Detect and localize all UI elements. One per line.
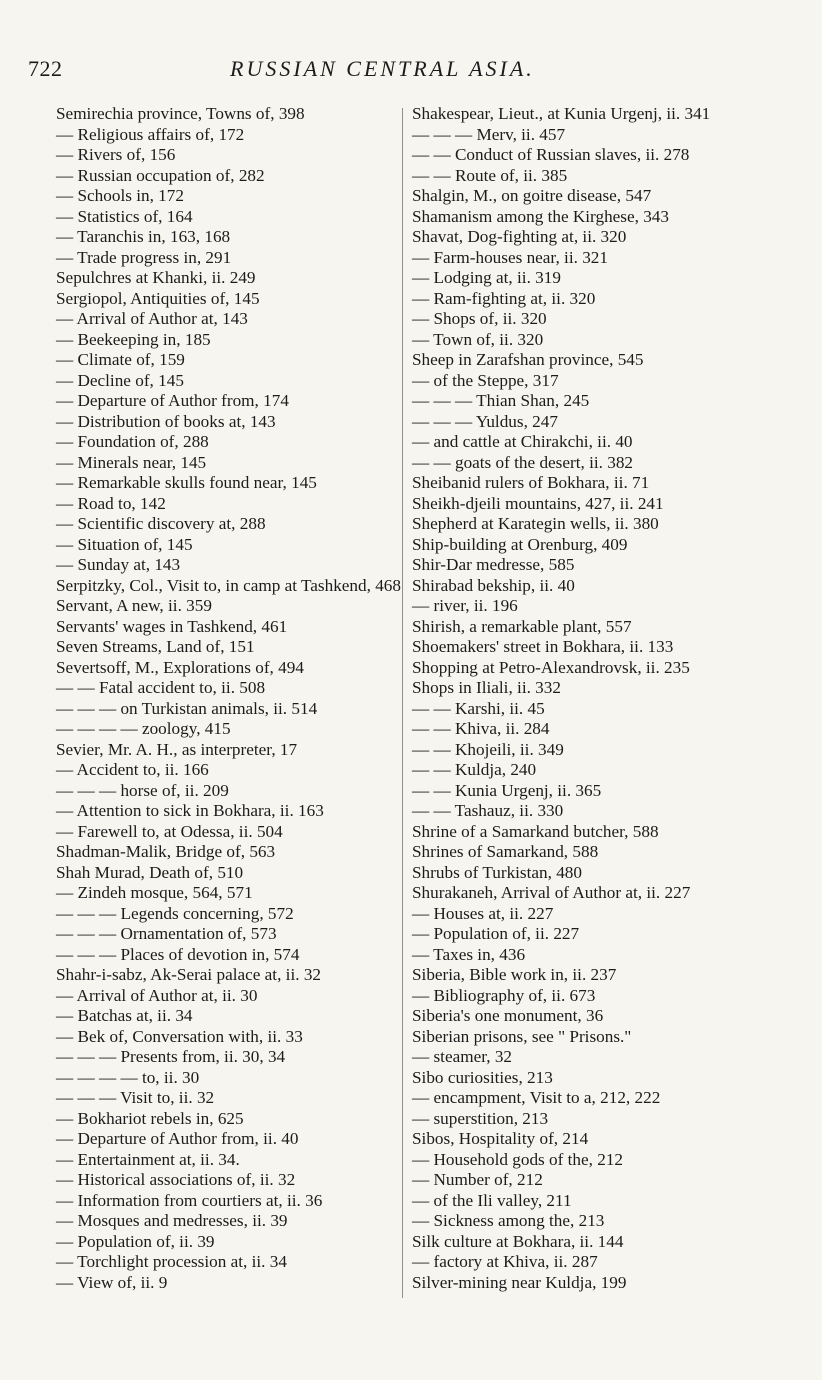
index-entry: — Household gods of the, 212 (412, 1149, 624, 1169)
index-entry: Servants' wages in Tashkend, 461 (56, 616, 288, 636)
index-entry: Servant, A new, ii. 359 (56, 596, 212, 615)
index-entry: Shir-Dar medresse, 585 (412, 555, 575, 574)
index-entry: — — goats of the desert, ii. 382 (412, 452, 634, 472)
index-entry: — Departure of Author from, ii. 40 (56, 1129, 299, 1148)
index-entry: — encampment, Visit to a, 212, 222 (412, 1088, 661, 1107)
index-entry: Shrine of a Samarkand butcher, 588 (412, 821, 659, 841)
index-entry: — Arrival of Author at, ii. 30 (56, 985, 258, 1005)
index-entry: — Religious affairs of, 172 (56, 124, 245, 144)
index-entry: Shalgin, M., on goitre disease, 547 (412, 186, 652, 205)
index-entry: — superstition, 213 (412, 1108, 549, 1128)
index-entry: Sibos, Hospitality of, 214 (412, 1129, 589, 1148)
index-entry: — Bek of, Conversation with, ii. 33 (56, 1026, 303, 1046)
index-entry: Shavat, Dog-fighting at, ii. 320 (412, 227, 627, 246)
index-entry: — Number of, 212 (412, 1170, 543, 1189)
index-entry: — — — — to, ii. 30 (56, 1067, 200, 1087)
index-entry: Shamanism among the Kirghese, 343 (412, 206, 669, 226)
index-entry: Shrines of Samarkand, 588 (412, 842, 599, 861)
index-entry: Seven Streams, Land of, 151 (56, 637, 255, 656)
index-entry: Shahr-i-sabz, Ak-Serai palace at, ii. 32 (56, 965, 322, 984)
index-entry: — Shops of, ii. 320 (412, 309, 547, 328)
index-entry: — river, ii. 196 (412, 596, 518, 615)
index-entry: — — Route of, ii. 385 (412, 165, 568, 185)
index-entry: — — — Yuldus, 247 (412, 411, 558, 431)
index-entry: Shirish, a remarkable plant, 557 (412, 616, 632, 636)
index-entry: — — Karshi, ii. 45 (412, 698, 545, 718)
index-entry: Shirabad bekship, ii. 40 (412, 575, 575, 595)
index-entry: — — — Legends concerning, 572 (56, 903, 294, 923)
index-entry: — — Kuldja, 240 (412, 760, 537, 779)
index-entry: — — — horse of, ii. 209 (56, 780, 229, 800)
index-entry: Shops in Iliali, ii. 332 (412, 678, 561, 697)
index-entry: Shoemakers' street in Bokhara, ii. 133 (412, 637, 674, 656)
index-entry: Siberian prisons, see " Prisons." (412, 1026, 632, 1046)
index-entry: — steamer, 32 (412, 1047, 513, 1066)
index-entry: Sevier, Mr. A. H., as interpreter, 17 (56, 739, 298, 759)
index-entry: — Accident to, ii. 166 (56, 760, 209, 779)
index-entry: — Attention to sick in Bokhara, ii. 163 (56, 801, 324, 820)
index-entry: — Distribution of books at, 143 (56, 411, 276, 431)
index-entry: — — — Merv, ii. 457 (412, 124, 566, 144)
index-entry: — — — Places of devotion in, 574 (56, 944, 300, 964)
index-entry: Semirechia province, Towns of, 398 (56, 104, 305, 123)
running-title: RUSSIAN CENTRAL ASIA. (230, 56, 535, 81)
index-entry: Shakespear, Lieut., at Kunia Urgenj, ii. 341 (412, 104, 711, 123)
index-entry: Sheep in Zarafshan province, 545 (412, 350, 644, 369)
index-entry: Silk culture at Bokhara, ii. 144 (412, 1231, 624, 1251)
index-column-right (412, 104, 772, 1293)
index-entry: Serpitzky, Col., Visit to, in camp at Tashkend, 468 (56, 575, 401, 595)
index-entry: — — — Thian Shan, 245 (412, 391, 590, 410)
index-entry: — Scientific discovery at, 288 (56, 514, 266, 533)
index-entry: Sibo curiosities, 213 (412, 1067, 553, 1087)
index-entry: — — Khiva, ii. 284 (412, 719, 550, 738)
index-entry: — Sunday at, 143 (56, 555, 181, 574)
index-entry: — and cattle at Chirakchi, ii. 40 (412, 432, 633, 451)
page-number: 722 (28, 56, 63, 81)
index-entry: — Russian occupation of, 282 (56, 165, 265, 185)
index-entry: — — — Ornamentation of, 573 (56, 924, 277, 943)
index-entry: — Houses at, ii. 227 (412, 903, 554, 923)
index-entry: — — Khojeili, ii. 349 (412, 739, 564, 759)
index-entry: — Trade progress in, 291 (56, 247, 232, 267)
index-entry: Silver-mining near Kuldja, 199 (412, 1272, 627, 1292)
index-entry: — Departure of Author from, 174 (56, 391, 289, 410)
index-entry: — Population of, ii. 227 (412, 924, 580, 943)
index-entry: — — — Presents from, ii. 30, 34 (56, 1047, 286, 1066)
index-entry: — Zindeh mosque, 564, 571 (56, 883, 253, 902)
index-entry: Siberia's one monument, 36 (412, 1006, 604, 1025)
index-entry: — Beekeeping in, 185 (56, 329, 211, 349)
index-entry: — of the Ili valley, 211 (412, 1190, 572, 1210)
index-entry: — Ram-fighting at, ii. 320 (412, 288, 596, 308)
index-entry: Shah Murad, Death of, 510 (56, 862, 244, 882)
index-entry: — Historical associations of, ii. 32 (56, 1170, 296, 1189)
index-entry: — — Tashauz, ii. 330 (412, 801, 564, 820)
index-entry: — of the Steppe, 317 (412, 370, 559, 390)
index-entry: — Bokhariot rebels in, 625 (56, 1108, 244, 1128)
index-entry: — Climate of, 159 (56, 350, 185, 369)
index-entry: Ship-building at Orenburg, 409 (412, 534, 628, 554)
index-entry: — Taranchis in, 163, 168 (56, 227, 231, 246)
index-entry: — factory at Khiva, ii. 287 (412, 1252, 598, 1271)
index-entry: — Entertainment at, ii. 34. (56, 1149, 240, 1169)
index-entry: Sheibanid rulers of Bokhara, ii. 71 (412, 473, 650, 492)
index-entry: — — — — zoology, 415 (56, 719, 231, 738)
index-entry: Siberia, Bible work in, ii. 237 (412, 965, 617, 984)
index-entry: Sergiopol, Antiquities of, 145 (56, 288, 260, 308)
index-entry: — Torchlight procession at, ii. 34 (56, 1252, 287, 1271)
page-header (0, 56, 822, 86)
index-entry: — Decline of, 145 (56, 370, 184, 390)
index-entry: Shrubs of Turkistan, 480 (412, 862, 582, 882)
index-entry: — — Conduct of Russian slaves, ii. 278 (412, 145, 690, 164)
index-entry: — Bibliography of, ii. 673 (412, 985, 596, 1005)
index-entry: — Sickness among the, 213 (412, 1211, 605, 1230)
index-entry: — Situation of, 145 (56, 534, 193, 554)
column-divider (402, 108, 403, 1298)
index-entry: — Farm-houses near, ii. 321 (412, 247, 608, 267)
index-entry: — Farewell to, at Odessa, ii. 504 (56, 821, 283, 841)
index-entry: — Minerals near, 145 (56, 452, 207, 472)
index-entry: — — — on Turkistan animals, ii. 514 (56, 698, 318, 718)
index-entry: — Information from courtiers at, ii. 36 (56, 1190, 323, 1210)
index-entry: — — Fatal accident to, ii. 508 (56, 678, 266, 697)
index-entry: — — Kunia Urgenj, ii. 365 (412, 780, 602, 800)
index-entry: — Foundation of, 288 (56, 432, 209, 451)
index-entry: Severtsoff, M., Explorations of, 494 (56, 657, 304, 677)
index-entry: Shopping at Petro-Alexandrovsk, ii. 235 (412, 657, 690, 677)
index-entry: — Road to, 142 (56, 493, 166, 513)
index-entry: — Batchas at, ii. 34 (56, 1006, 193, 1025)
index-entry: — Lodging at, ii. 319 (412, 268, 561, 287)
index-entry: — Town of, ii. 320 (412, 329, 544, 349)
index-entry: — Population of, ii. 39 (56, 1231, 215, 1251)
index-entry: Shurakaneh, Arrival of Author at, ii. 227 (412, 883, 691, 902)
index-entry: Sepulchres at Khanki, ii. 249 (56, 268, 256, 287)
index-entry: — Arrival of Author at, 143 (56, 309, 248, 328)
index-entry: — Mosques and medresses, ii. 39 (56, 1211, 288, 1230)
index-entry: — View of, ii. 9 (56, 1272, 168, 1292)
index-column-left (56, 104, 404, 1293)
index-entry: Shepherd at Karategin wells, ii. 380 (412, 514, 659, 533)
index-entry: Shadman-Malik, Bridge of, 563 (56, 842, 276, 861)
index-entry: Sheikh-djeili mountains, 427, ii. 241 (412, 493, 664, 513)
index-entry: — Schools in, 172 (56, 186, 184, 205)
index-entry: — Statistics of, 164 (56, 206, 193, 226)
index-entry: — Taxes in, 436 (412, 944, 526, 964)
index-entry: — — — Visit to, ii. 32 (56, 1088, 215, 1107)
index-entry: — Rivers of, 156 (56, 145, 176, 164)
index-entry: — Remarkable skulls found near, 145 (56, 473, 317, 492)
